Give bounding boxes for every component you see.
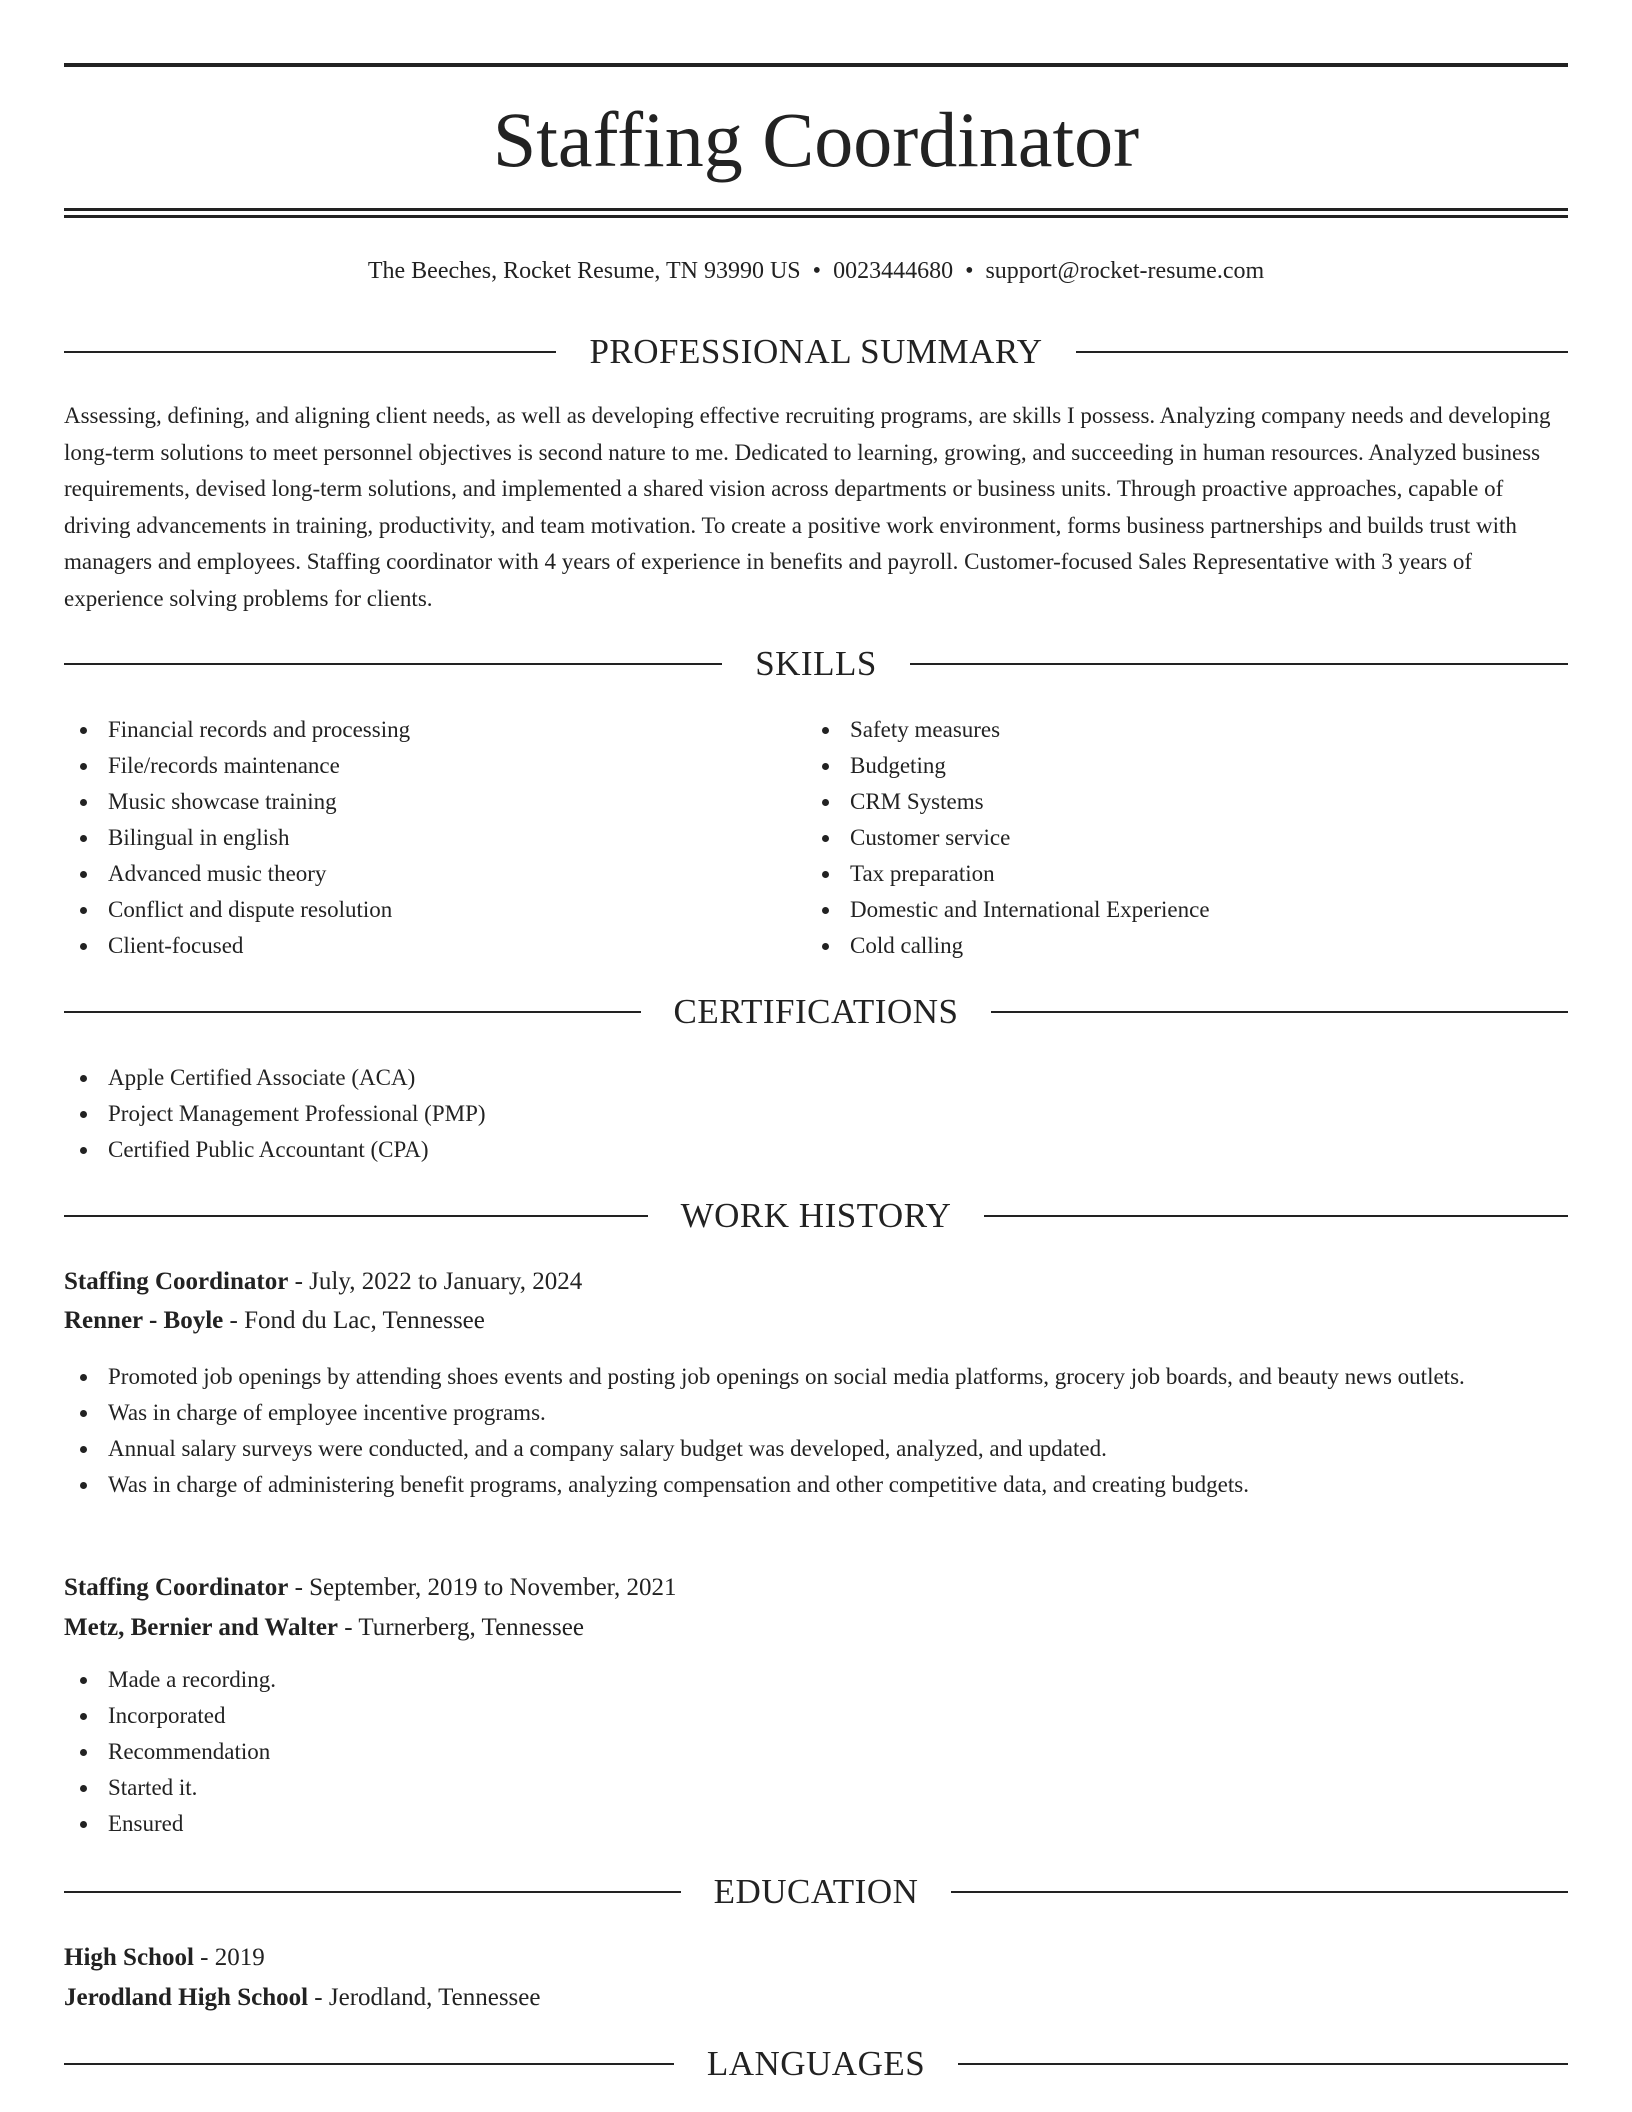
section-rule-left [64,1891,681,1893]
job-duty-item: Made a recording. [64,1662,1524,1698]
skill-item: Budgeting [806,748,1506,784]
skill-item: Bilingual in english [64,820,764,856]
skill-item: CRM Systems [806,784,1506,820]
job-duty-item: Promoted job openings by attending shoes events and posting job openings on social media platforms, grocery job boards, and beauty news outlets. [64,1359,1524,1395]
section-rule-right [1076,351,1568,353]
contact-line [64,253,1568,289]
job-duty-item: Was in charge of employee incentive programs. [64,1395,1524,1431]
job-duty-item: Recommendation [64,1734,1524,1770]
section-header-skills [64,642,1568,686]
skill-item: File/records maintenance [64,748,764,784]
job-duty-item: Started it. [64,1770,1524,1806]
skill-item: Advanced music theory [64,856,764,892]
job-title: Staffing Coordinator [64,1574,289,1601]
skills-list-right [806,712,1506,964]
job-company-line [64,1303,1568,1339]
job-company: Renner - Boyle [64,1307,224,1334]
section-rule-right [984,1215,1568,1217]
section-rule-left [64,1215,648,1217]
education-year: - 2019 [193,1944,265,1971]
skill-item: Cold calling [806,928,1506,964]
section-title: SKILLS [755,644,877,683]
section-title: PROFESSIONAL SUMMARY [589,332,1043,371]
section-rule-right [910,663,1568,665]
header-double-rule-upper [64,208,1568,211]
section-rule-left [64,1011,641,1013]
contact-separator: • [965,258,974,284]
job-duty-item: Incorporated [64,1698,1524,1734]
section-header-certifications [64,990,1568,1034]
job-title: Staffing Coordinator [64,1268,289,1295]
skill-item: Conflict and dispute resolution [64,892,764,928]
section-rule-right [951,1891,1568,1893]
contact-address: The Beeches, Rocket Resume, TN 93990 US [367,258,801,284]
skill-item: Financial records and processing [64,712,764,748]
education-degree-line [64,1940,1568,1976]
summary-text: Assessing, defining, and aligning client needs, as well as developing effective recruiting programs, are skills I possess. Analyzing company needs and developing long-term solutions to meet personnel objectives is second nature to me. Dedicated to learning, growing, and succeeding in human resources. Analyzed business requirements, devised long-term solutions, and implemented a shared vision across departments or business units. Through proactive approaches, capable of driving advancements in training, productivity, and team motivation. To create a positive work environment, forms business partnerships and builds trust with managers and employees. Staffing coordinator with 4 years of experience in benefits and payroll. Customer-focused Sales Representative with 3 years of experience solving problems for clients. [64,403,1551,611]
section-title: LANGUAGES [706,2044,926,2083]
contact-separator: • [812,258,822,284]
job-location: - Fond du Lac, Tennessee [223,1307,485,1334]
education-school-line [64,1980,1568,2016]
job-company: Metz, Bernier and Walter [64,1614,339,1641]
section-rule-left [64,663,722,665]
certification-item: Certified Public Accountant (CPA) [64,1132,1568,1168]
education-location: - Jerodland, Tennessee [308,1984,541,2011]
section-title: EDUCATION [713,1872,919,1911]
education-degree: High School [64,1944,194,1971]
section-rule-right [991,1011,1568,1013]
section-header-summary [64,330,1568,374]
skill-item: Client-focused [64,928,764,964]
education-school: Jerodland High School [64,1984,309,2011]
job-dates: - September, 2019 to November, 2021 [288,1574,677,1601]
section-rule-left [64,351,556,353]
section-header-languages [64,2042,1568,2086]
contact-phone: 0023444680 [833,258,954,284]
skill-item: Domestic and International Experience [806,892,1506,928]
certification-item: Apple Certified Associate (ACA) [64,1060,1568,1096]
section-title: CERTIFICATIONS [673,992,959,1031]
job-duty-item: Annual salary surveys were conducted, and a company salary budget was developed, analyzed, and updated. [64,1431,1524,1467]
skill-item: Safety measures [806,712,1506,748]
skill-item: Tax preparation [806,856,1506,892]
job-dates: - July, 2022 to January, 2024 [288,1268,583,1295]
skill-item: Customer service [806,820,1506,856]
section-title: WORK HISTORY [680,1196,952,1235]
skills-list-left [64,712,764,964]
job-location: - Turnerberg, Tennessee [338,1614,584,1641]
contact-email: support@rocket-resume.com [985,258,1265,284]
certification-item: Project Management Professional (PMP) [64,1096,1568,1132]
header-double-rule-lower [64,215,1568,218]
job-duties-list [64,1662,1524,1842]
header-top-rule [64,63,1568,67]
section-header-education [64,1870,1568,1914]
section-rule-left [64,2063,674,2065]
job-duty-item: Ensured [64,1806,1524,1842]
job-company-line [64,1610,1568,1646]
job-title-line [64,1264,1568,1300]
skill-item: Music showcase training [64,784,764,820]
job-duty-item: Was in charge of administering benefit programs, analyzing compensation and other competitive data, and creating budgets. [64,1467,1524,1503]
job-duties-list [64,1359,1524,1503]
section-header-work-history [64,1194,1568,1238]
resume-name: Staffing Coordinator [492,96,1140,183]
certifications-list [64,1060,1568,1168]
section-rule-right [958,2063,1568,2065]
job-title-line [64,1570,1568,1606]
